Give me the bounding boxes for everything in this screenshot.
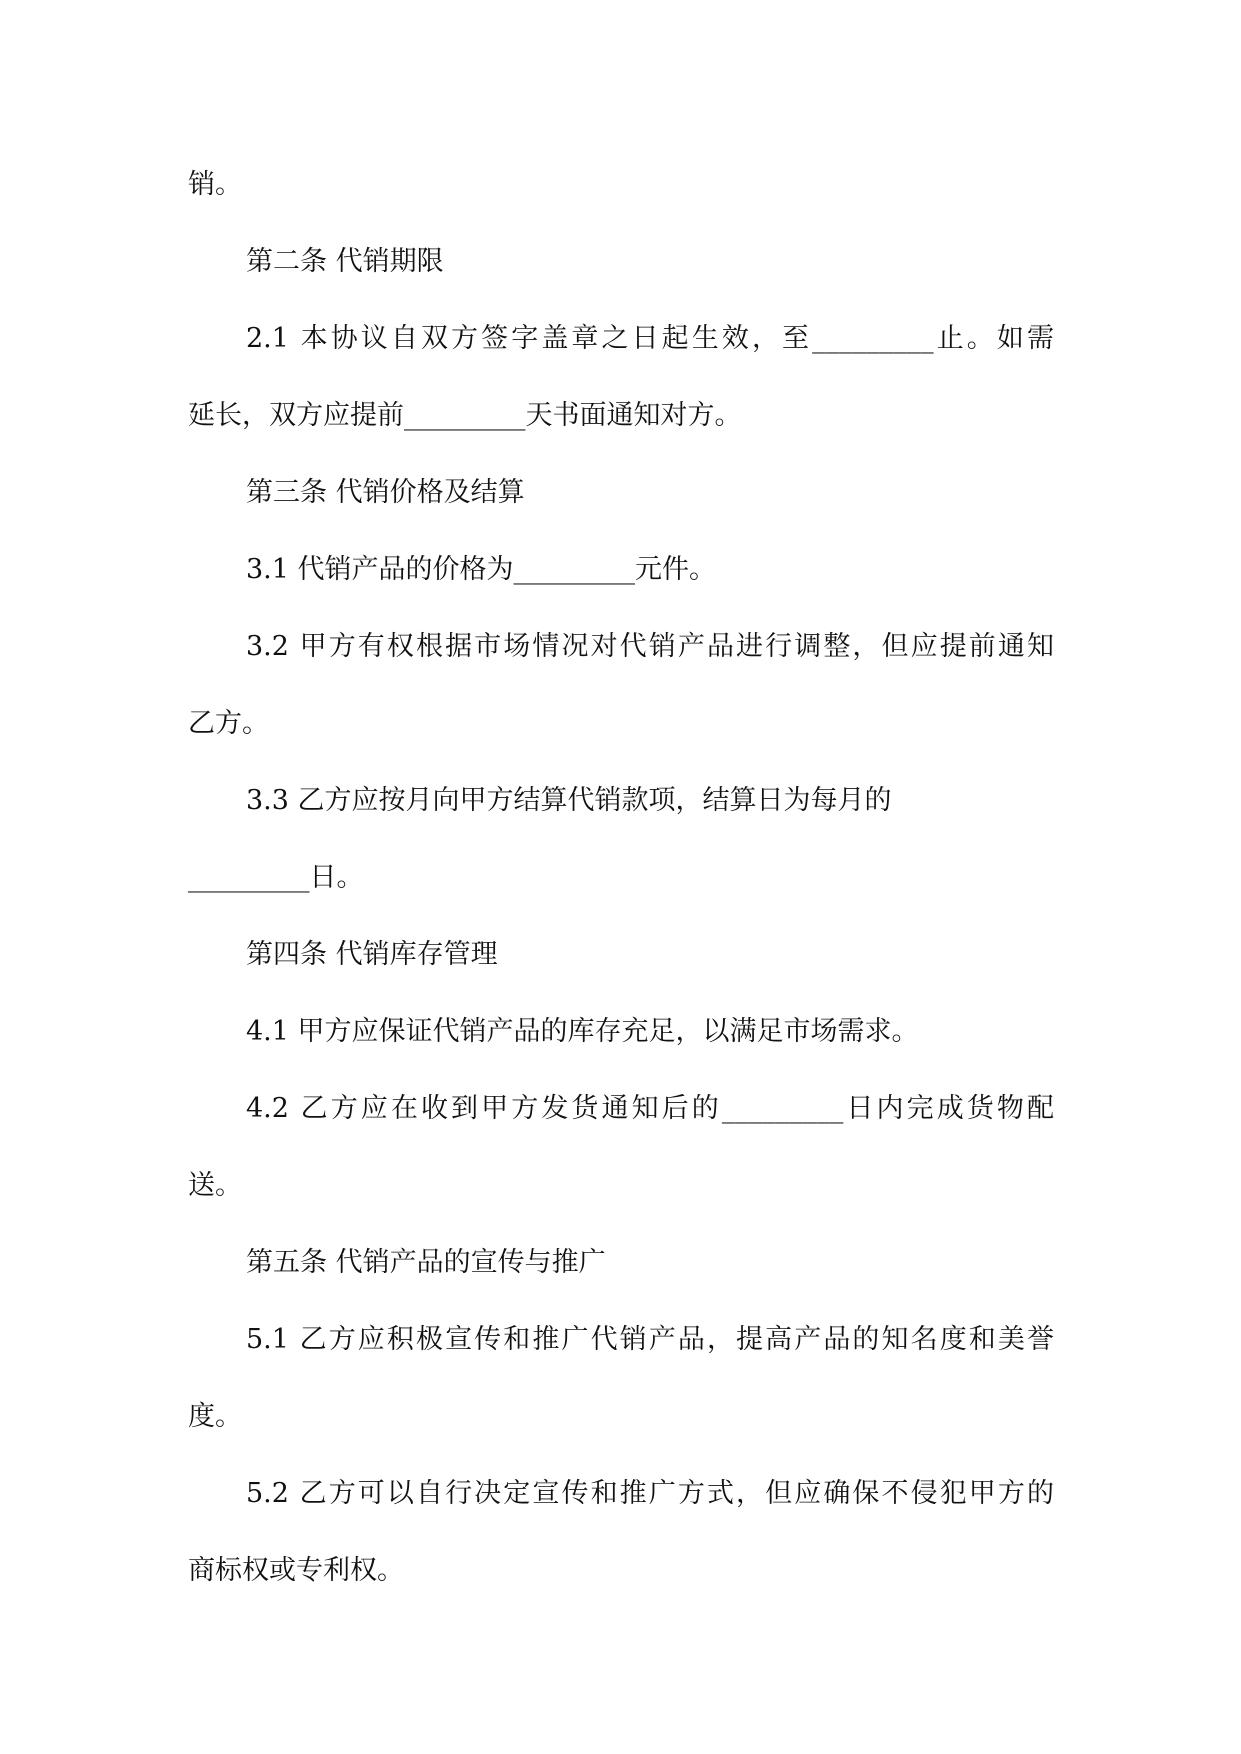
clause-4-2-line-2: 送。 [188, 1170, 242, 1201]
clause-5-1-line-1: 5.1 乙方应积极宣传和推广代销产品，提高产品的知名度和美誉 [246, 1324, 1054, 1355]
article-heading-3: 第三条 代销价格及结算 [246, 477, 525, 508]
paragraph-continuation: 销。 [188, 169, 242, 200]
clause-3-3-line-2: _________日。 [188, 862, 364, 893]
document-body [188, 146, 1054, 1609]
clause-3-2-line-1: 3.2 甲方有权根据市场情况对代销产品进行调整，但应提前通知 [246, 631, 1054, 662]
clause-3-3-line-1: 3.3 乙方应按月向甲方结算代销款项，结算日为每月的 [246, 785, 892, 816]
article-heading-4: 第四条 代销库存管理 [246, 939, 498, 970]
clause-5-2-line-1: 5.2 乙方可以自行决定宣传和推广方式，但应确保不侵犯甲方的 [246, 1478, 1054, 1509]
clause-5-1-line-2: 度。 [188, 1401, 242, 1432]
clause-4-2-line-1: 4.2 乙方应在收到甲方发货通知后的_________日内完成货物配 [246, 1093, 1054, 1124]
clause-3-1: 3.1 代销产品的价格为_________元件。 [246, 554, 717, 585]
clause-5-2-line-2: 商标权或专利权。 [188, 1555, 404, 1586]
clause-4-1: 4.1 甲方应保证代销产品的库存充足，以满足市场需求。 [246, 1016, 919, 1047]
article-heading-5: 第五条 代销产品的宣传与推广 [246, 1247, 606, 1278]
clause-2-1-line-2: 延长，双方应提前_________天书面通知对方。 [188, 400, 742, 431]
clause-3-2-line-2: 乙方。 [188, 708, 269, 739]
article-heading-2: 第二条 代销期限 [246, 246, 444, 277]
clause-2-1-line-1: 2.1 本协议自双方签字盖章之日起生效，至_________止。如需 [246, 323, 1054, 354]
